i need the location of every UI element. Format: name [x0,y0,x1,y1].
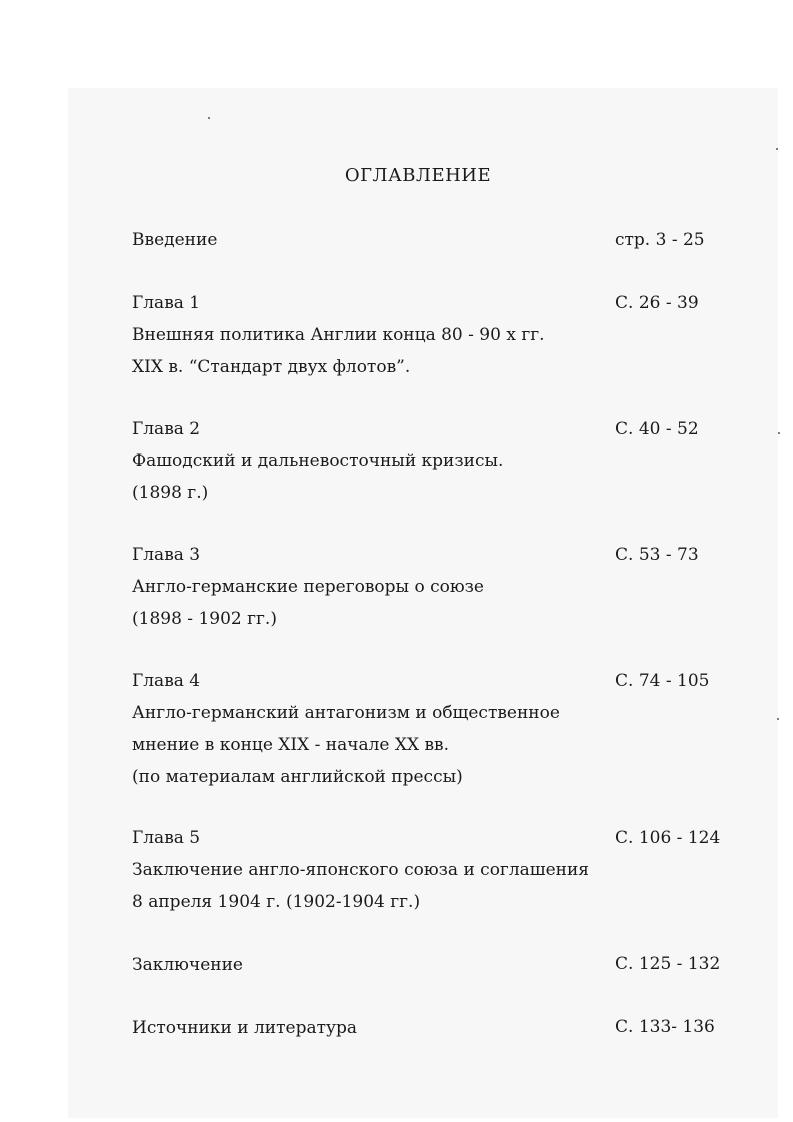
toc-chapter-heading: Глава 3 [132,545,201,565]
toc-entry-line: Источники и литература [132,1018,358,1038]
toc-entry-line: (по материалам английской прессы) [132,767,463,787]
scan-speck [208,117,210,119]
toc-entry-line: Англо-германский антагонизм и общественное [132,703,560,723]
toc-entry-line: Англо-германские переговоры о союзе [132,577,484,597]
toc-chapter-heading: Глава 2 [132,419,201,439]
toc-entry-line: 8 апреля 1904 г. (1902-1904 гг.) [132,892,421,912]
scan-speck [777,718,779,720]
toc-entry-line: (1898 - 1902 гг.) [132,609,277,629]
toc-entry-pages: С. 74 - 105 [615,671,710,691]
toc-entry-line: Введение [132,230,218,250]
toc-entry-chapter-2 [132,413,503,509]
toc-entry-pages: стр. 3 - 25 [615,230,705,250]
toc-entry-line: Заключение [132,955,243,975]
toc-entry-chapter-1 [132,287,545,383]
toc-chapter-heading: Глава 4 [132,671,201,691]
toc-entry-pages: С. 125 - 132 [615,954,721,974]
toc-entry-chapter-3 [132,539,484,635]
toc-entry-conclusion [132,949,243,981]
toc-entry-pages: С. 53 - 73 [615,545,699,565]
toc-chapter-heading: Глава 5 [132,828,201,848]
toc-entry-line: мнение в конце XIX - начале XX вв. [132,735,450,755]
toc-entry-pages: С. 26 - 39 [615,293,699,313]
page-title: ОГЛАВЛЕНИЕ [344,165,492,186]
scan-speck [778,432,780,434]
toc-entry-chapter-4 [132,665,560,793]
toc-entry-pages: С. 106 - 124 [615,828,721,848]
toc-entry-line: Заключение англо-японского союза и соглашения [132,860,590,880]
toc-chapter-heading: Глава 1 [132,293,201,313]
toc-entry-chapter-5 [132,822,589,918]
toc-entry-line: XIX в. “Стандарт двух флотов”. [132,357,411,377]
toc-entry-line: Фашодский и дальневосточный кризисы. [132,451,504,471]
toc-entry-line: Внешняя политика Англии конца 80 - 90 х гг. [132,325,545,345]
toc-entry-pages: С. 133- 136 [615,1017,715,1037]
toc-entry-pages: С. 40 - 52 [615,419,699,439]
toc-entry-sources [132,1012,357,1044]
scan-speck [776,148,778,150]
toc-entry-introduction [132,224,217,256]
toc-entry-line: (1898 г.) [132,483,209,503]
